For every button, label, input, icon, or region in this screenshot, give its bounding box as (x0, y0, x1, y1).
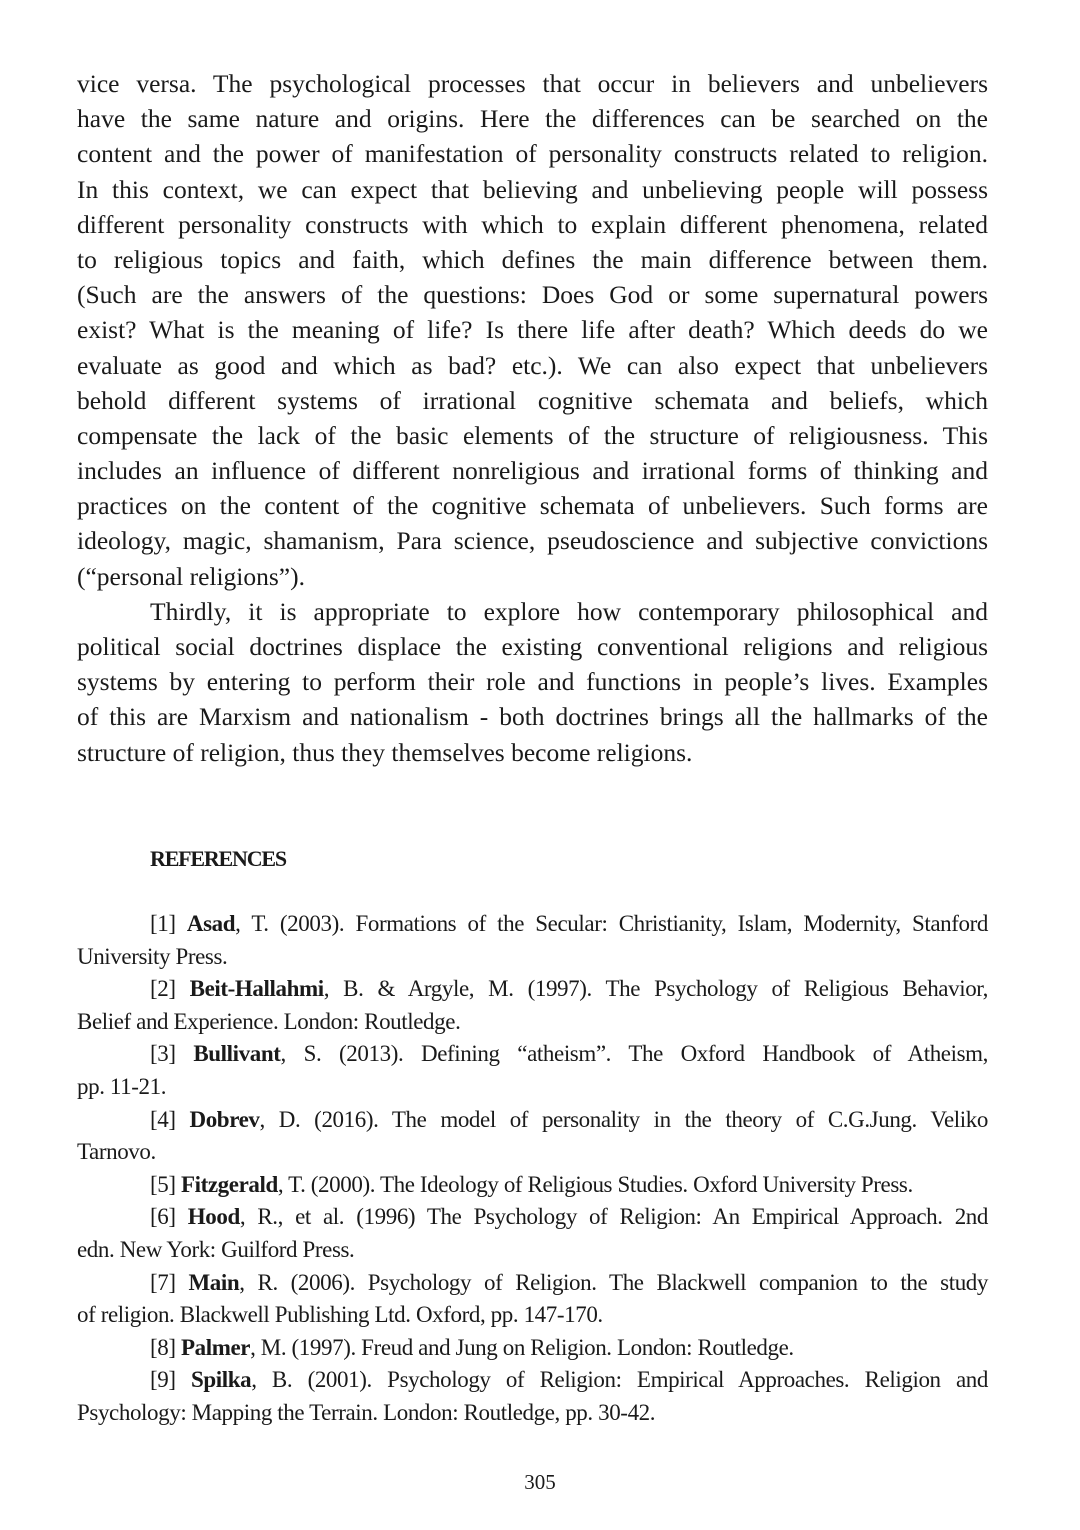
reference-text: , S. (2013). Defining “atheism”. The Oxford Handbook of Atheism, (280, 1041, 988, 1067)
reference-line (77, 1201, 988, 1234)
reference-text: , M. (1997). Freud and Jung on Religion. London: Routledge. (250, 1334, 794, 1360)
reference-line (77, 1267, 988, 1300)
text-line: systems by entering to perform their role and functions in people’s lives. Examples (77, 667, 988, 697)
reference-number: [8] (150, 1334, 181, 1360)
reference-number: [4] (150, 1106, 190, 1132)
reference-number: [1] (150, 911, 187, 936)
text-line: to religious topics and faith, which defines the main difference between them. (77, 244, 988, 274)
text-line: vice versa. The psychological processes that occur in believers and unbelievers (77, 69, 988, 98)
reference-line: University Press. (77, 943, 228, 969)
reference-author: Spilka (190, 1367, 252, 1393)
reference-text: , B. (2001). Psychology of Religion: Empirical Approaches. Religion and (251, 1367, 989, 1393)
reference-number: [2] (150, 976, 190, 1002)
reference-line: Tarnovo. (77, 1139, 156, 1165)
reference-number: [6] (150, 1204, 188, 1230)
text-line: practices on the content of the cognitive schemata of unbelievers. Such forms are (77, 491, 988, 521)
reference-number: [9] (150, 1367, 191, 1393)
reference-line: Belief and Experience. London: Routledge. (77, 1008, 461, 1034)
text-line: of this are Marxism and nationalism - both doctrines brings all the hallmarks of the (77, 702, 988, 732)
body-text (77, 66, 988, 770)
reference-text: , R., et al. (1996) The Psychology of Religion: An Empirical Approach. 2nd (239, 1204, 989, 1230)
reference-line (77, 973, 988, 1006)
paragraph-1 (77, 66, 988, 594)
reference-item (77, 1364, 988, 1429)
reference-number: [7] (150, 1269, 189, 1295)
text-line: Thirdly, it is appropriate to explore how contemporary philosophical and (150, 596, 988, 626)
reference-author: Palmer (180, 1334, 251, 1360)
reference-number: [5] (150, 1171, 181, 1197)
reference-number: [3] (150, 1041, 194, 1067)
reference-item (77, 1038, 988, 1103)
text-line: different personality constructs with which to explain different phenomena, related (77, 209, 988, 239)
reference-line (77, 1104, 988, 1137)
reference-author: Bullivant (193, 1041, 281, 1067)
reference-item (77, 973, 988, 1038)
reference-line (77, 1169, 988, 1202)
text-line: behold different systems of irrational cognitive schemata and beliefs, which (77, 385, 988, 415)
reference-item (77, 1169, 988, 1202)
reference-text: , R. (2006). Psychology of Religion. The Blackwell companion to the study (239, 1269, 988, 1295)
reference-text: , D. (2016). The model of personality in the theory of C.G.Jung. Veliko (259, 1106, 988, 1132)
reference-line (77, 1038, 988, 1071)
reference-line: edn. New York: Guilford Press. (77, 1236, 355, 1262)
reference-text: , T. (2003). Formations of the Secular: Christianity, Islam, Modernity, Stanford (235, 911, 989, 936)
reference-author: Hood (187, 1204, 240, 1230)
reference-item (77, 1104, 988, 1169)
text-line: content and the power of manifestation of personality constructs related to religion. (77, 139, 988, 169)
reference-item (77, 1332, 988, 1365)
reference-line (77, 1332, 988, 1365)
reference-line (77, 908, 988, 941)
reference-text: , B. & Argyle, M. (1997). The Psychology of Religious Behavior, (323, 976, 988, 1002)
text-line: structure of religion, thus they themselves become religions. (77, 737, 693, 767)
references-heading: REFERENCES (150, 846, 286, 871)
reference-line: Psychology: Mapping the Terrain. London: Routledge, pp. 30-42. (77, 1399, 656, 1425)
reference-author: Beit-Hallahmi (189, 976, 324, 1002)
reference-text: , T. (2000). The Ideology of Religious Studies. Oxford University Press. (277, 1171, 913, 1197)
text-line: evaluate as good and which as bad? etc.). We can also expect that unbelievers (77, 350, 988, 380)
reference-author: Asad (186, 911, 236, 936)
text-line: (“personal religions”). (77, 561, 305, 591)
reference-author: Fitzgerald (180, 1171, 278, 1197)
reference-item (77, 908, 988, 973)
text-line: have the same nature and origins. Here the differences can be searched on the (77, 104, 988, 134)
reference-item (77, 1267, 988, 1332)
reference-line (77, 1364, 988, 1397)
text-line: exist? What is the meaning of life? Is there life after death? Which deeds do we (77, 315, 988, 345)
text-line: ideology, magic, shamanism, Para science, pseudoscience and subjective convictions (77, 526, 988, 556)
reference-item (77, 1201, 988, 1266)
text-line: In this context, we can expect that believing and unbelieving people will possess (77, 174, 988, 204)
paragraph-2 (77, 594, 988, 770)
reference-author: Dobrev (189, 1106, 260, 1132)
reference-line: pp. 11-21. (77, 1073, 167, 1099)
page-number: 305 (524, 1470, 556, 1494)
reference-line: of religion. Blackwell Publishing Ltd. Oxford, pp. 147-170. (77, 1302, 603, 1328)
reference-author: Main (188, 1269, 240, 1295)
text-line: (Such are the answers of the questions: Does God or some supernatural powers (77, 280, 988, 310)
text-line: compensate the lack of the basic elements of the structure of religiousness. This (77, 420, 988, 450)
references-list (77, 908, 988, 1430)
text-line: includes an influence of different nonreligious and irrational forms of thinking and (77, 456, 988, 486)
text-line: political social doctrines displace the existing conventional religions and religious (77, 632, 988, 661)
